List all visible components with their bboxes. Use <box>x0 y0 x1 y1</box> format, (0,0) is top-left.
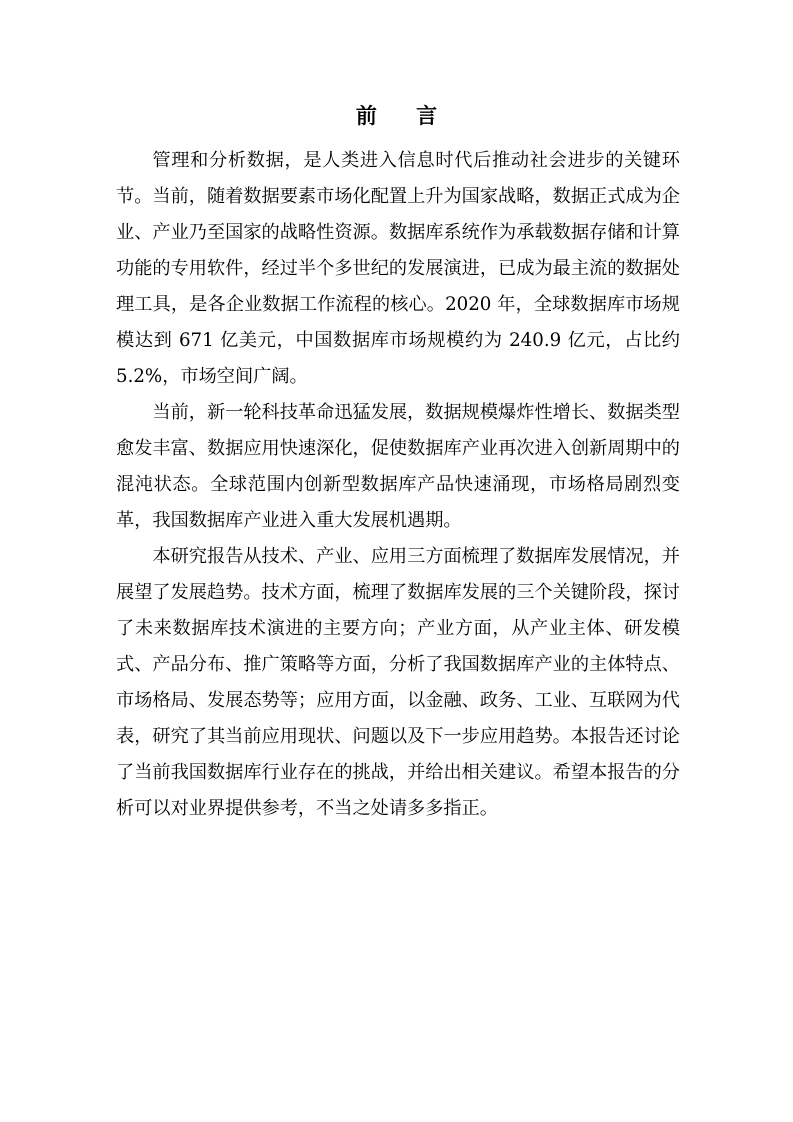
paragraph-2: 当前，新一轮科技革命迅猛发展，数据规模爆炸性增长、数据类型愈发丰富、数据应用快速深化，促使数据库产业再次进入创新周期中的混沌状态。全球范围内创新型数据库产品快速涌现，市场格局剧烈变革，我国数据库产业进入重大发展机遇期。 <box>116 402 680 531</box>
page-title: 前 言 <box>355 104 454 128</box>
document-body <box>116 143 680 827</box>
paragraph-3: 本研究报告从技术、产业、应用三方面梳理了数据库发展情况，并展望了发展趋势。技术方面，梳理了数据库发展的三个关键阶段，探讨了未来数据库技术演进的主要方向；产业方面，从产业主体、研发模式、产品分布、推广策略等方面，分析了我国数据库产业的主体特点、市场格局、发展态势等；应用方面，以金融、政务、工业、互联网为代表，研究了其当前应用现状、问题以及下一步应用趋势。本报告还讨论了当前我国数据库行业存在的挑战，并给出相关建议。希望本报告的分析可以对业界提供参考，不当之处请多多指正。 <box>116 546 680 819</box>
paragraph-1: 管理和分析数据，是人类进入信息时代后推动社会进步的关键环节。当前，随着数据要素市场化配置上升为国家战略，数据正式成为企业、产业乃至国家的战略性资源。数据库系统作为承载数据存储和计算功能的专用软件，经过半个多世纪的发展演进，已成为最主流的数据处理工具，是各企业数据工作流程的核心。2020 年，全球数据库市场规模达到 671 亿美元，中国数据库市场规模约为 240.9 亿元，占比约 5.2%，市场空间广阔。 <box>116 150 680 387</box>
